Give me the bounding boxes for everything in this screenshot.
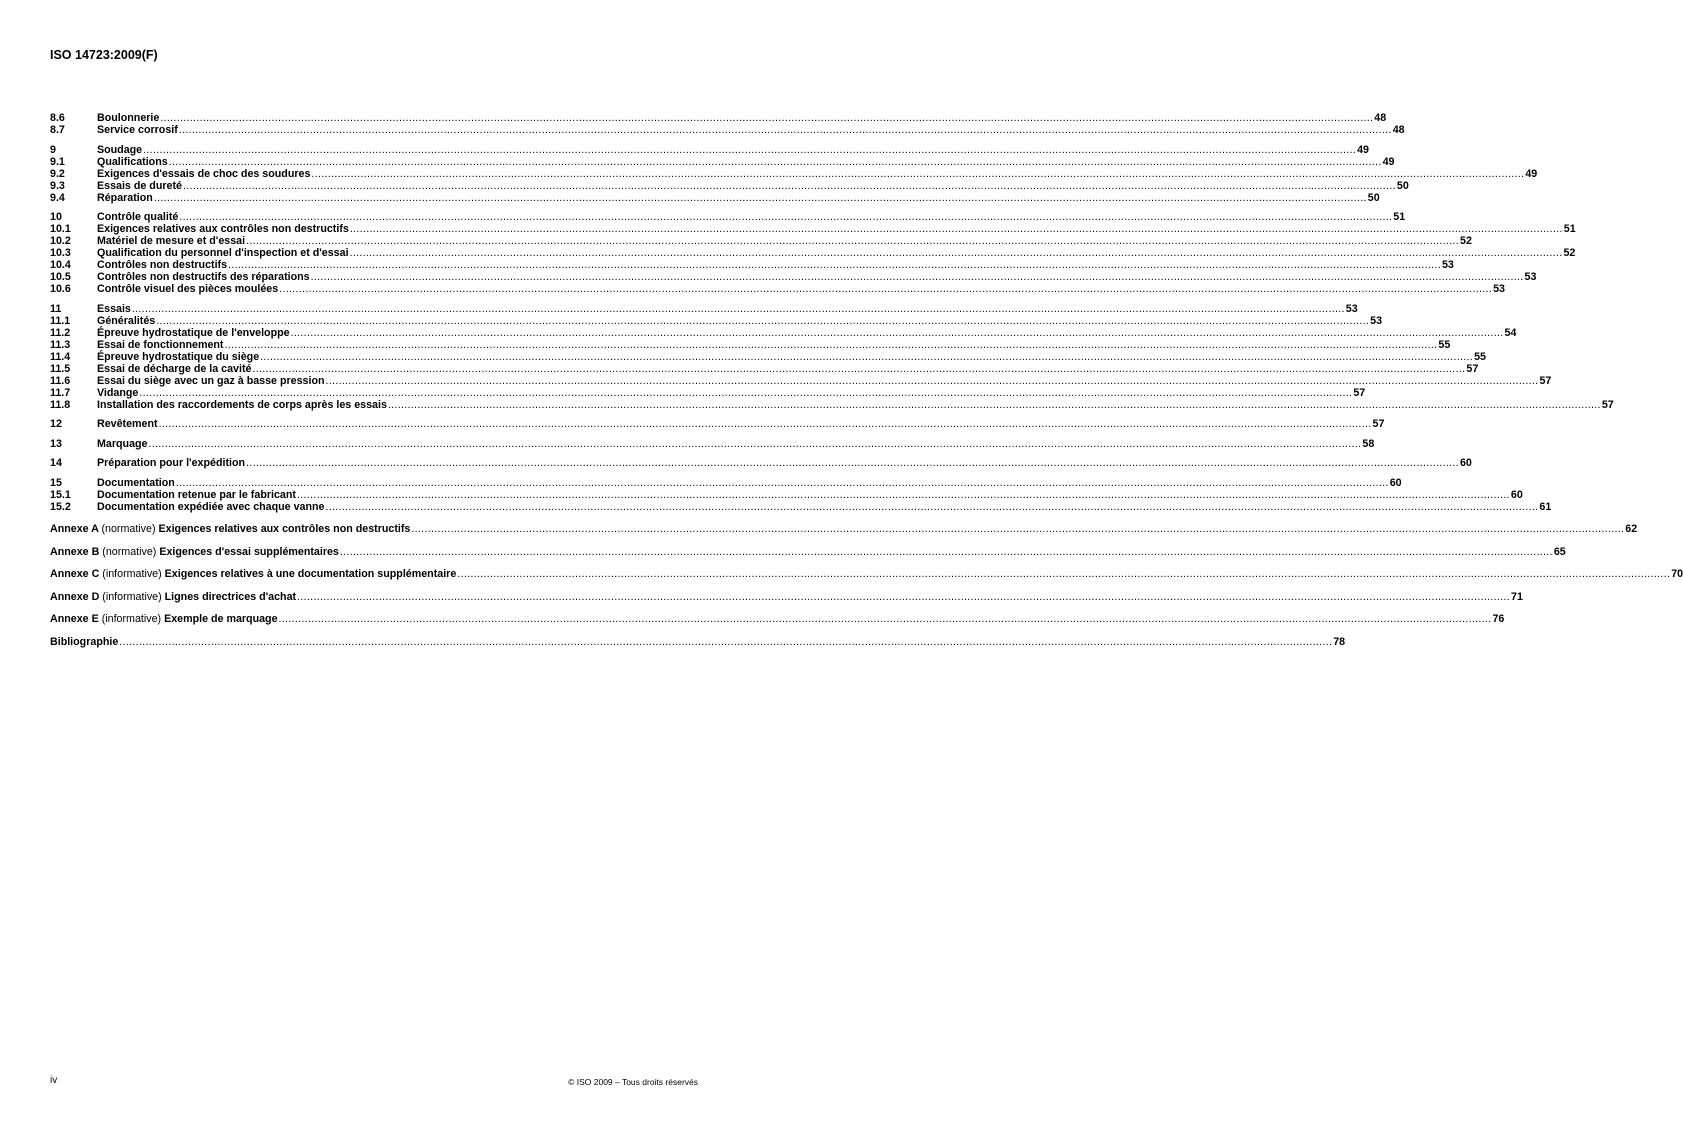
toc-entry-number: 11.1: [50, 314, 71, 327]
toc-entry[interactable]: [50, 155, 1395, 168]
toc-entry-number: 10.2: [50, 235, 71, 247]
toc-entry-number: 10.5: [50, 271, 71, 283]
dot-leader: [457, 568, 1670, 580]
toc-entry-number: 8.6: [50, 112, 65, 124]
annex-kind: (normative): [102, 545, 157, 558]
toc-entry-page: 58: [1362, 437, 1375, 450]
toc-entry-page: 55: [1474, 350, 1486, 363]
toc-entry[interactable]: [50, 350, 1486, 363]
dot-leader: [279, 613, 1492, 625]
annex-title-group: [50, 591, 296, 603]
dot-leader: [159, 418, 1372, 430]
toc-entry[interactable]: [50, 211, 1406, 223]
toc-annex-entry[interactable]: [50, 590, 1523, 603]
toc-entry[interactable]: [50, 112, 1387, 124]
toc-entry-page: 52: [1563, 247, 1576, 259]
dot-leader: [148, 438, 1361, 450]
dot-leader: [326, 375, 1539, 387]
toc-entry[interactable]: [50, 223, 1576, 235]
annex-label: Annexe A: [50, 523, 99, 535]
toc-entry-number: 14: [50, 457, 62, 469]
toc-entry-page: 53: [1441, 259, 1454, 271]
toc-entry[interactable]: [50, 271, 1537, 283]
toc-entry-title: Épreuve hydrostatique du siège: [97, 350, 260, 363]
toc-entry-number: 9.1: [50, 155, 65, 168]
annex-title-group: [50, 546, 339, 558]
annex-kind: (normative): [101, 523, 156, 535]
annex-label: Annexe E: [50, 613, 99, 625]
dot-leader: [139, 387, 1352, 399]
toc-entry-page: 54: [1504, 326, 1517, 339]
toc-entry[interactable]: [50, 179, 1409, 192]
toc-entry[interactable]: [50, 437, 1375, 450]
toc-entry-title: Généralités: [97, 314, 156, 327]
toc-annex-entry[interactable]: [50, 613, 1505, 625]
dot-leader: [311, 168, 1524, 180]
toc-entry-page: 78: [1333, 635, 1346, 648]
toc-entry-title: Marquage: [97, 437, 148, 450]
toc-entry-number: 11.6: [50, 374, 71, 387]
toc-entry-title: Contrôle qualité: [97, 211, 179, 223]
toc-entry-title: Essai de décharge de la cavité: [97, 362, 252, 375]
document-id-header: ISO 14723:2009(F): [50, 48, 158, 62]
toc-entry-page: 60: [1459, 457, 1472, 469]
toc-entry-page: 50: [1367, 191, 1380, 204]
toc-entry-page: 57: [1372, 418, 1385, 430]
toc-entry[interactable]: [50, 457, 1472, 469]
toc-entry-number: 11.3: [50, 338, 71, 351]
toc-entry-title: Revêtement: [97, 418, 158, 430]
dot-leader: [350, 247, 1563, 259]
toc-entry-number: 11: [50, 302, 62, 315]
toc-entry-page: 50: [1396, 179, 1409, 192]
toc-entry-page: 53: [1493, 283, 1505, 295]
dot-leader: [311, 271, 1524, 283]
toc-annex-entry[interactable]: [50, 545, 1566, 558]
toc-annex-entry[interactable]: [50, 523, 1638, 535]
toc-entry-page: 57: [1601, 398, 1614, 411]
toc-entry[interactable]: [50, 386, 1366, 399]
annex-title-group: [50, 613, 278, 625]
dot-leader: [279, 283, 1492, 295]
toc-entry-title: Exigences d'essais de choc des soudures: [97, 167, 311, 180]
toc-entry[interactable]: [50, 167, 1538, 180]
dot-leader: [297, 489, 1510, 501]
toc-entry-title: Soudage: [97, 143, 143, 156]
bibliography-title: Bibliographie: [50, 635, 119, 648]
toc-entry[interactable]: [50, 398, 1614, 411]
annex-title-group: [50, 523, 410, 535]
dot-leader: [260, 351, 1473, 363]
toc-entry-page: 57: [1353, 386, 1366, 399]
dot-leader: [143, 144, 1356, 156]
toc-annex-entry[interactable]: [50, 568, 1683, 580]
toc-entry-page: 53: [1370, 314, 1383, 327]
toc-entry-page: 51: [1563, 223, 1576, 235]
toc-entry-title: Installation des raccordements de corps après les essais: [97, 398, 387, 411]
toc-entry[interactable]: [50, 235, 1472, 247]
toc-entry-title: Essai de fonctionnement: [97, 338, 224, 351]
toc-entry-number: 9.4: [50, 191, 65, 204]
toc-entry[interactable]: [50, 283, 1505, 295]
toc-entry-title: Qualification du personnel d'inspection et d'essai: [97, 247, 349, 259]
toc-entry-number: 15: [50, 476, 62, 489]
annex-title-group: [50, 568, 456, 580]
toc-entry-title: Vidange: [97, 386, 139, 399]
annex-label: Annexe D: [50, 590, 100, 603]
toc-entry-page: 62: [1625, 523, 1638, 535]
annex-title: Lignes directrices d'achat: [164, 590, 297, 603]
toc-entry-number: 10.6: [50, 283, 71, 295]
toc-entry[interactable]: [50, 326, 1517, 339]
toc-entry-title: Préparation pour l'expédition: [97, 457, 246, 469]
toc-entry-number: 11.8: [50, 398, 71, 411]
table-of-contents: [50, 112, 1683, 648]
dot-leader: [156, 315, 1369, 327]
toc-entry-page: 53: [1345, 302, 1358, 315]
toc-entry-page: 51: [1393, 211, 1406, 223]
toc-entry-number: 11.2: [50, 326, 71, 339]
toc-entry-number: 8.7: [50, 124, 65, 136]
toc-entry[interactable]: [50, 143, 1369, 156]
toc-entry-title: Contrôles non destructifs des réparations: [97, 271, 310, 283]
dot-leader: [154, 192, 1367, 204]
toc-entry-number: 11.7: [50, 386, 71, 399]
dot-leader: [246, 235, 1459, 247]
toc-entry-title: Contrôles non destructifs: [97, 259, 228, 271]
dot-leader: [291, 327, 1504, 339]
toc-entry-title: Contrôle visuel des pièces moulées: [97, 283, 279, 295]
toc-entry-number: 15.2: [50, 500, 71, 513]
toc-entry-page: 48: [1374, 112, 1387, 124]
toc-entry[interactable]: [50, 362, 1479, 375]
dot-leader: [326, 501, 1539, 513]
toc-entry-number: 10.1: [50, 223, 71, 235]
toc-entry-title: Documentation expédiée avec chaque vanne: [97, 500, 325, 513]
dot-leader: [252, 363, 1465, 375]
toc-entry-title: Matériel de mesure et d'essai: [97, 235, 246, 247]
toc-entry-page: 76: [1492, 613, 1505, 625]
annex-label: Annexe B: [50, 545, 100, 558]
toc-entry-title: Service corrosif: [97, 124, 178, 136]
toc-entry-page: 49: [1525, 167, 1538, 180]
toc-entry-number: 11.5: [50, 362, 71, 375]
toc-entry[interactable]: [50, 374, 1552, 387]
toc-entry-title: Réparation: [97, 191, 153, 204]
dot-leader: [176, 477, 1389, 489]
toc-entry-title: Épreuve hydrostatique de l'enveloppe: [97, 326, 290, 339]
annex-kind: (informative): [102, 590, 162, 603]
annex-title: Exigences d'essai supplémentaires: [159, 545, 339, 558]
dot-leader: [246, 457, 1459, 469]
toc-entry-title: Documentation: [97, 476, 175, 489]
toc-entry-title: Essais de dureté: [97, 179, 182, 192]
annex-label: Annexe C: [50, 568, 100, 580]
toc-entry[interactable]: [50, 476, 1402, 489]
toc-entry[interactable]: [50, 418, 1385, 430]
toc-entry-number: 11.4: [50, 350, 71, 363]
toc-entry-page: 48: [1392, 124, 1405, 136]
toc-entry-title: Essais: [97, 302, 131, 315]
dot-leader: [179, 211, 1392, 223]
toc-entry-page: 53: [1524, 271, 1537, 283]
toc-entry[interactable]: [50, 338, 1451, 351]
dot-leader: [225, 339, 1438, 351]
toc-entry[interactable]: [50, 247, 1576, 259]
dot-leader: [179, 124, 1392, 136]
dot-leader: [160, 112, 1373, 124]
toc-entry-title: Exigences relatives aux contrôles non destructifs: [97, 223, 349, 235]
toc-entry-page: 55: [1438, 338, 1451, 351]
annex-title: Exemple de marquage: [164, 613, 278, 625]
toc-entry-page: 71: [1511, 590, 1523, 603]
toc-entry-number: 9: [50, 143, 56, 156]
dot-leader: [132, 303, 1345, 315]
toc-entry-page: 52: [1460, 235, 1472, 247]
toc-entry-number: 15.1: [50, 488, 71, 501]
toc-entry-page: 57: [1539, 374, 1552, 387]
toc-entry[interactable]: [50, 314, 1383, 327]
dot-leader: [183, 180, 1396, 192]
toc-entry-title: Qualifications: [97, 155, 168, 168]
toc-entry-number: 9.3: [50, 179, 65, 192]
toc-entry-page: 49: [1382, 155, 1395, 168]
toc-entry[interactable]: [50, 259, 1454, 271]
copyright-notice: © ISO 2009 – Tous droits réservés: [568, 1077, 698, 1087]
toc-entry-page: 61: [1539, 500, 1552, 513]
dot-leader: [119, 636, 1332, 648]
dot-leader: [388, 399, 1601, 411]
toc-entry-page: 70: [1671, 568, 1683, 580]
toc-entry-page: 60: [1389, 476, 1402, 489]
toc-entry-title: Essai du siège avec un gaz à basse pression: [97, 374, 325, 387]
toc-entry-page: 49: [1357, 143, 1369, 156]
toc-entry-page: 65: [1553, 545, 1566, 558]
page-number: iv: [50, 1075, 58, 1086]
toc-entry[interactable]: [50, 191, 1380, 204]
toc-entry[interactable]: [50, 302, 1358, 315]
toc-entry[interactable]: [50, 124, 1405, 136]
toc-entry-page: 60: [1510, 488, 1523, 501]
toc-entry-number: 10: [50, 211, 62, 223]
toc-entry[interactable]: [50, 500, 1552, 513]
toc-entry-page: 57: [1466, 362, 1479, 375]
toc-entry-number: 12: [50, 418, 62, 430]
toc-entry-number: 10.4: [50, 259, 71, 271]
annex-kind: (informative): [101, 613, 162, 625]
annex-title: Exigences relatives à une documentation supplémentaire: [164, 568, 457, 580]
dot-leader: [411, 523, 1624, 535]
annex-kind: (informative): [102, 568, 162, 580]
toc-entry-number: 13: [50, 437, 62, 450]
dot-leader: [350, 223, 1563, 235]
annex-title: Exigences relatives aux contrôles non destructifs: [158, 523, 411, 535]
toc-bibliography-entry[interactable]: [50, 635, 1346, 648]
dot-leader: [228, 259, 1441, 271]
toc-entry[interactable]: [50, 488, 1523, 501]
toc-entry-number: 10.3: [50, 247, 71, 259]
dot-leader: [297, 591, 1510, 603]
toc-entry-title: Documentation retenue par le fabricant: [97, 488, 296, 501]
dot-leader: [169, 156, 1382, 168]
toc-entry-title: Boulonnerie: [97, 112, 160, 124]
dot-leader: [340, 546, 1553, 558]
toc-entry-number: 9.2: [50, 167, 65, 180]
